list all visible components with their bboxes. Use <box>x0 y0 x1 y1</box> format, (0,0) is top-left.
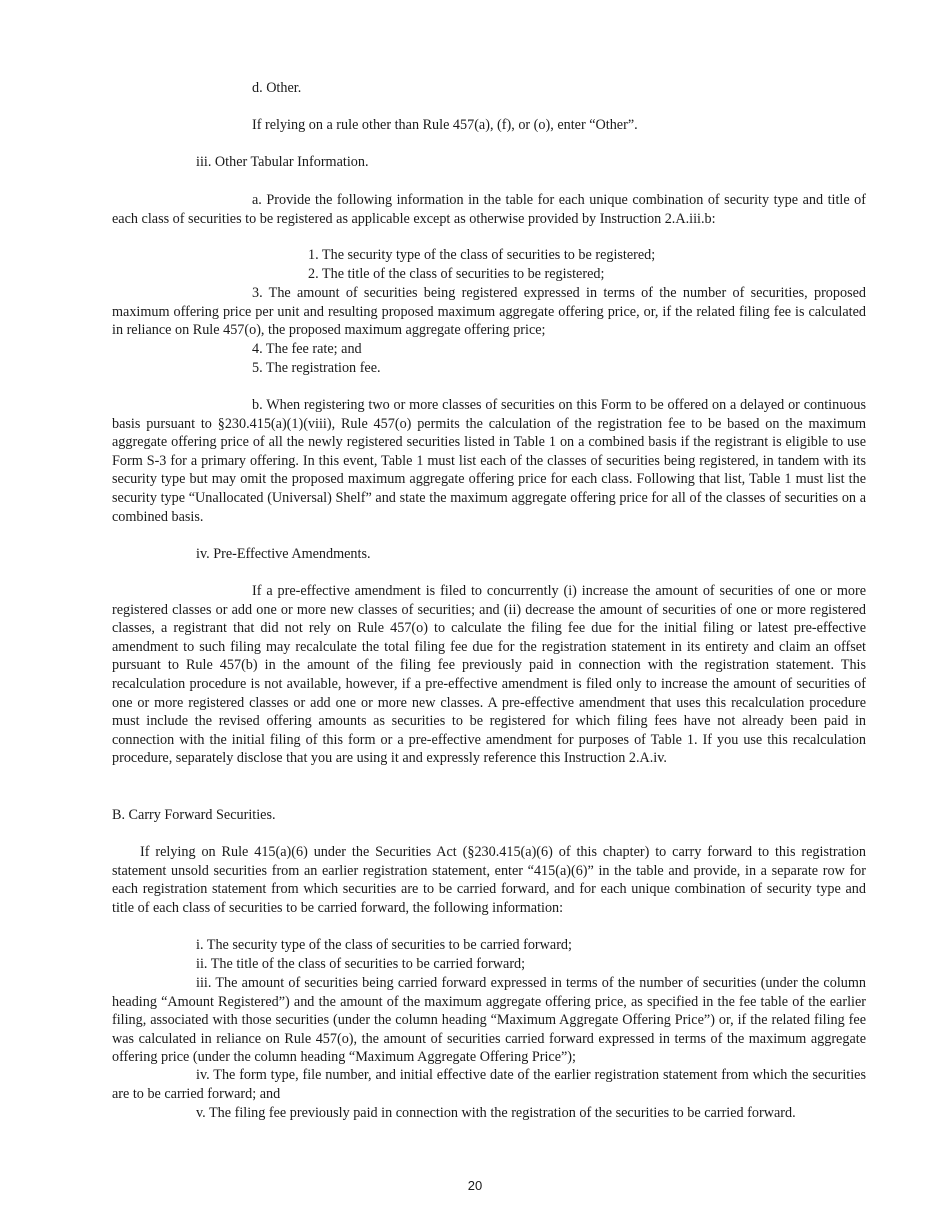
section-d-other: d. Other. <box>252 80 302 96</box>
paragraph-b-intro: If relying on Rule 415(a)(6) under the Securities Act (§230.415(a)(6) of this chapter) to carry forward to this registration statement unsold securities from an earlier registration statement, enter “415(a)(6)” in the table and provide, in a separate row for each registration statement from which securities are to be carried forward, and for each unique combination of security type and title of each class of securities to be carried forward, the following information: <box>112 844 866 916</box>
list-item-a-3: 3. The amount of securities being registered expressed in terms of the number of securities, proposed maximum offering price per unit and resulting proposed maximum aggregate offering price, or, if the related filing fee is calculated in reliance on Rule 457(o), the proposed maximum aggregate offering price; <box>112 285 866 339</box>
heading-iv-pre-effective: iv. Pre-Effective Amendments. <box>196 546 371 562</box>
list-item-b-v: v. The filing fee previously paid in connection with the registration of the securities to be carried forward. <box>196 1105 796 1121</box>
list-item-b-iv: iv. The form type, file number, and initial effective date of the earlier registration statement from which the securities are to be carried forward; and <box>112 1067 866 1102</box>
list-item-b-iii: iii. The amount of securities being carried forward expressed in terms of the number of securities (under the column heading “Amount Registered”) and the amount of the maximum aggregate offering price, as specified in the fee table of the earlier filing, associated with those securities (under the column heading “Maximum Aggregate Offering Price”) or, if the related filing fee was calculated in reliance on Rule 457(o), the amount of securities carried forward expressed in terms of the maximum aggregate offering price (under the column heading “Maximum Aggregate Offering Price”); <box>112 975 866 1066</box>
page-number: 20 <box>467 1178 483 1193</box>
paragraph-iv: If a pre-effective amendment is filed to concurrently (i) increase the amount of securities of one or more registered classes or add one or more new classes of securities; and (ii) decrease the amount of securities of one or more registered classes, a registrant that did not rely on Rule 457(o) to calculate the filing fee due for the initial filing or latest pre-effective amendment to such filing may recalculate the total filing fee due for the registration statement in its entirety and claim an offset pursuant to Rule 457(b) in the amount of the filing fee previously paid in connection with the registration statement. This recalculation procedure is not available, however, if a pre-effective amendment is filed only to increase the amount of securities of one or more registered classes or add one or more new classes. A pre-effective amendment that uses this recalculation procedure must include the revised offering amounts as securities to be registered for which filing fees have not already been paid in connection with the initial filing of this form or a pre-effective amendment for purposes of Table 1. If you use this recalculation procedure, separately disclose that you are using it and expressly reference this Instruction 2.A.iv. <box>112 583 866 767</box>
paragraph-a: a. Provide the following information in the table for each unique combination of security type and title of each class of securities to be registered as applicable except as otherwise provided by Instruction 2.A.iii.b: <box>112 192 866 227</box>
section-d-other-note: If relying on a rule other than Rule 457(a), (f), or (o), enter “Other”. <box>252 117 638 133</box>
list-item-b-ii: ii. The title of the class of securities to be carried forward; <box>196 956 526 972</box>
heading-b-carry-forward: B. Carry Forward Securities. <box>112 807 276 823</box>
list-item-a-4: 4. The fee rate; and <box>252 341 362 357</box>
list-item-b-i: i. The security type of the class of securities to be carried forward; <box>196 937 572 953</box>
heading-iii-other-tabular: iii. Other Tabular Information. <box>196 154 369 170</box>
list-item-a-2: 2. The title of the class of securities to be registered; <box>308 266 605 282</box>
paragraph-b: b. When registering two or more classes of securities on this Form to be offered on a delayed or continuous basis pursuant to §230.415(a)(1)(viii), Rule 457(o) permits the calculation of the registration fee to be based on the maximum aggregate offering price of all the newly registered securities listed in Table 1 on a combined basis if the registrant is eligible to use Form S-3 for a primary offering. In this event, Table 1 must list each of the classes of securities being registered, in tandem with its security type but may omit the proposed maximum aggregate offering price for each class. Following that list, Table 1 must list the security type “Unallocated (Universal) Shelf” and state the maximum aggregate offering price for all of the classes of securities on a combined basis. <box>112 397 866 525</box>
list-item-a-1: 1. The security type of the class of securities to be registered; <box>308 247 656 263</box>
list-item-a-5: 5. The registration fee. <box>252 360 381 376</box>
